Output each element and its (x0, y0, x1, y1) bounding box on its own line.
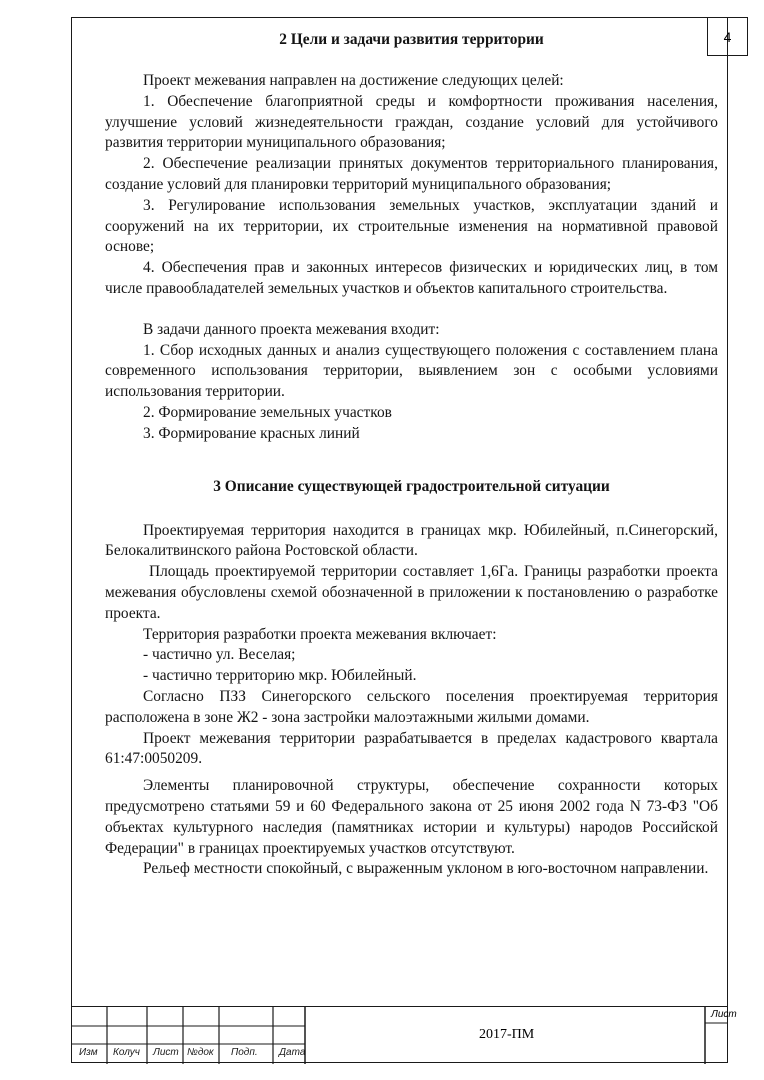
paragraph: Территория разработки проекта межевания включает: (143, 625, 497, 643)
list-item: - частично ул. Веселая; (143, 646, 296, 664)
tasks-intro: В задачи данного проекта межевания входит: (143, 320, 440, 338)
section-3-heading: 3 Описание существующей градостроительной ситуации (213, 477, 610, 495)
stamp-col-label: №док (187, 1047, 214, 1058)
title-block (71, 1006, 737, 1063)
list-item: - частично территорию мкр. Юбилейный. (143, 667, 417, 685)
stamp-col-label: Колуч (113, 1047, 140, 1058)
goal-item: 2. Обеспечение реализации принятых документов территориального планирования, создание условий для планировки территорий муниципального образования; (105, 155, 718, 193)
sheet-label: Лист (711, 1009, 737, 1020)
stamp-col-label: Подп. (231, 1047, 258, 1058)
task-item: 3. Формирование красных линий (143, 424, 360, 442)
page-number: 4 (707, 17, 748, 56)
paragraph: Проект межевания территории разрабатывается в пределах кадастрового квартала 61:47:0050209. (105, 729, 718, 768)
document-code: 2017-ПМ (479, 1027, 535, 1042)
goal-item: 3. Регулирование использования земельных участков, эксплуатации зданий и сооружений на их территории, их строительные изменения на нормативной правовой основе; (105, 196, 718, 256)
stamp-col-label: Лист (153, 1047, 179, 1058)
paragraph: Элементы планировочной структуры, обеспечение сохранности которых предусмотрено статьями 59 и 60 Федерального закона от 25 июня 2002 года N 73-ФЗ "Об объектах культурного наследия (памятниках истории и культуры) народов Российской Федерации" в границах проектируемых участков отсутствуют. (105, 777, 718, 857)
document-body (105, 30, 718, 880)
stamp-col-label: Изм (79, 1047, 98, 1058)
stamp-col-label: Дата (279, 1047, 306, 1058)
paragraph: Проектируемая территория находится в границах мкр. Юбилейный, п.Синегорский, Белокалитвинского района Ростовской области. (105, 521, 718, 560)
goal-item: 4. Обеспечения прав и законных интересов физических и юридических лиц, в том числе правообладателей земельных участков и объектов капитального строительства. (105, 259, 718, 297)
paragraph: Рельеф местности спокойный, с выраженным уклоном в юго-восточном направлении. (143, 860, 709, 878)
paragraph: Согласно ПЗЗ Синегорского сельского поселения проектируемая территория расположена в зоне Ж2 - зона застройки малоэтажными жилыми домами. (105, 687, 718, 726)
section-2-heading: 2 Цели и задачи развития территории (279, 31, 544, 48)
task-item: 2. Формирование земельных участков (143, 403, 392, 421)
paragraph: Площадь проектируемой территории составляет 1,6Га. Границы разработки проекта межевания обусловлены схемой обозначенной в приложении к постановлению о разработке проекта. (105, 563, 718, 622)
goal-item: 1. Обеспечение благоприятной среды и комфортности проживания населения, улучшение условий жизнедеятельности граждан, создание условий для устойчивого развития территории муниципального образования; (105, 92, 718, 152)
goals-intro: Проект межевания направлен на достижение следующих целей: (143, 72, 564, 89)
task-item: 1. Сбор исходных данных и анализ существующего положения с составлением плана современного использования территории, выявлением зон с особыми условиями использования территории. (105, 341, 718, 401)
